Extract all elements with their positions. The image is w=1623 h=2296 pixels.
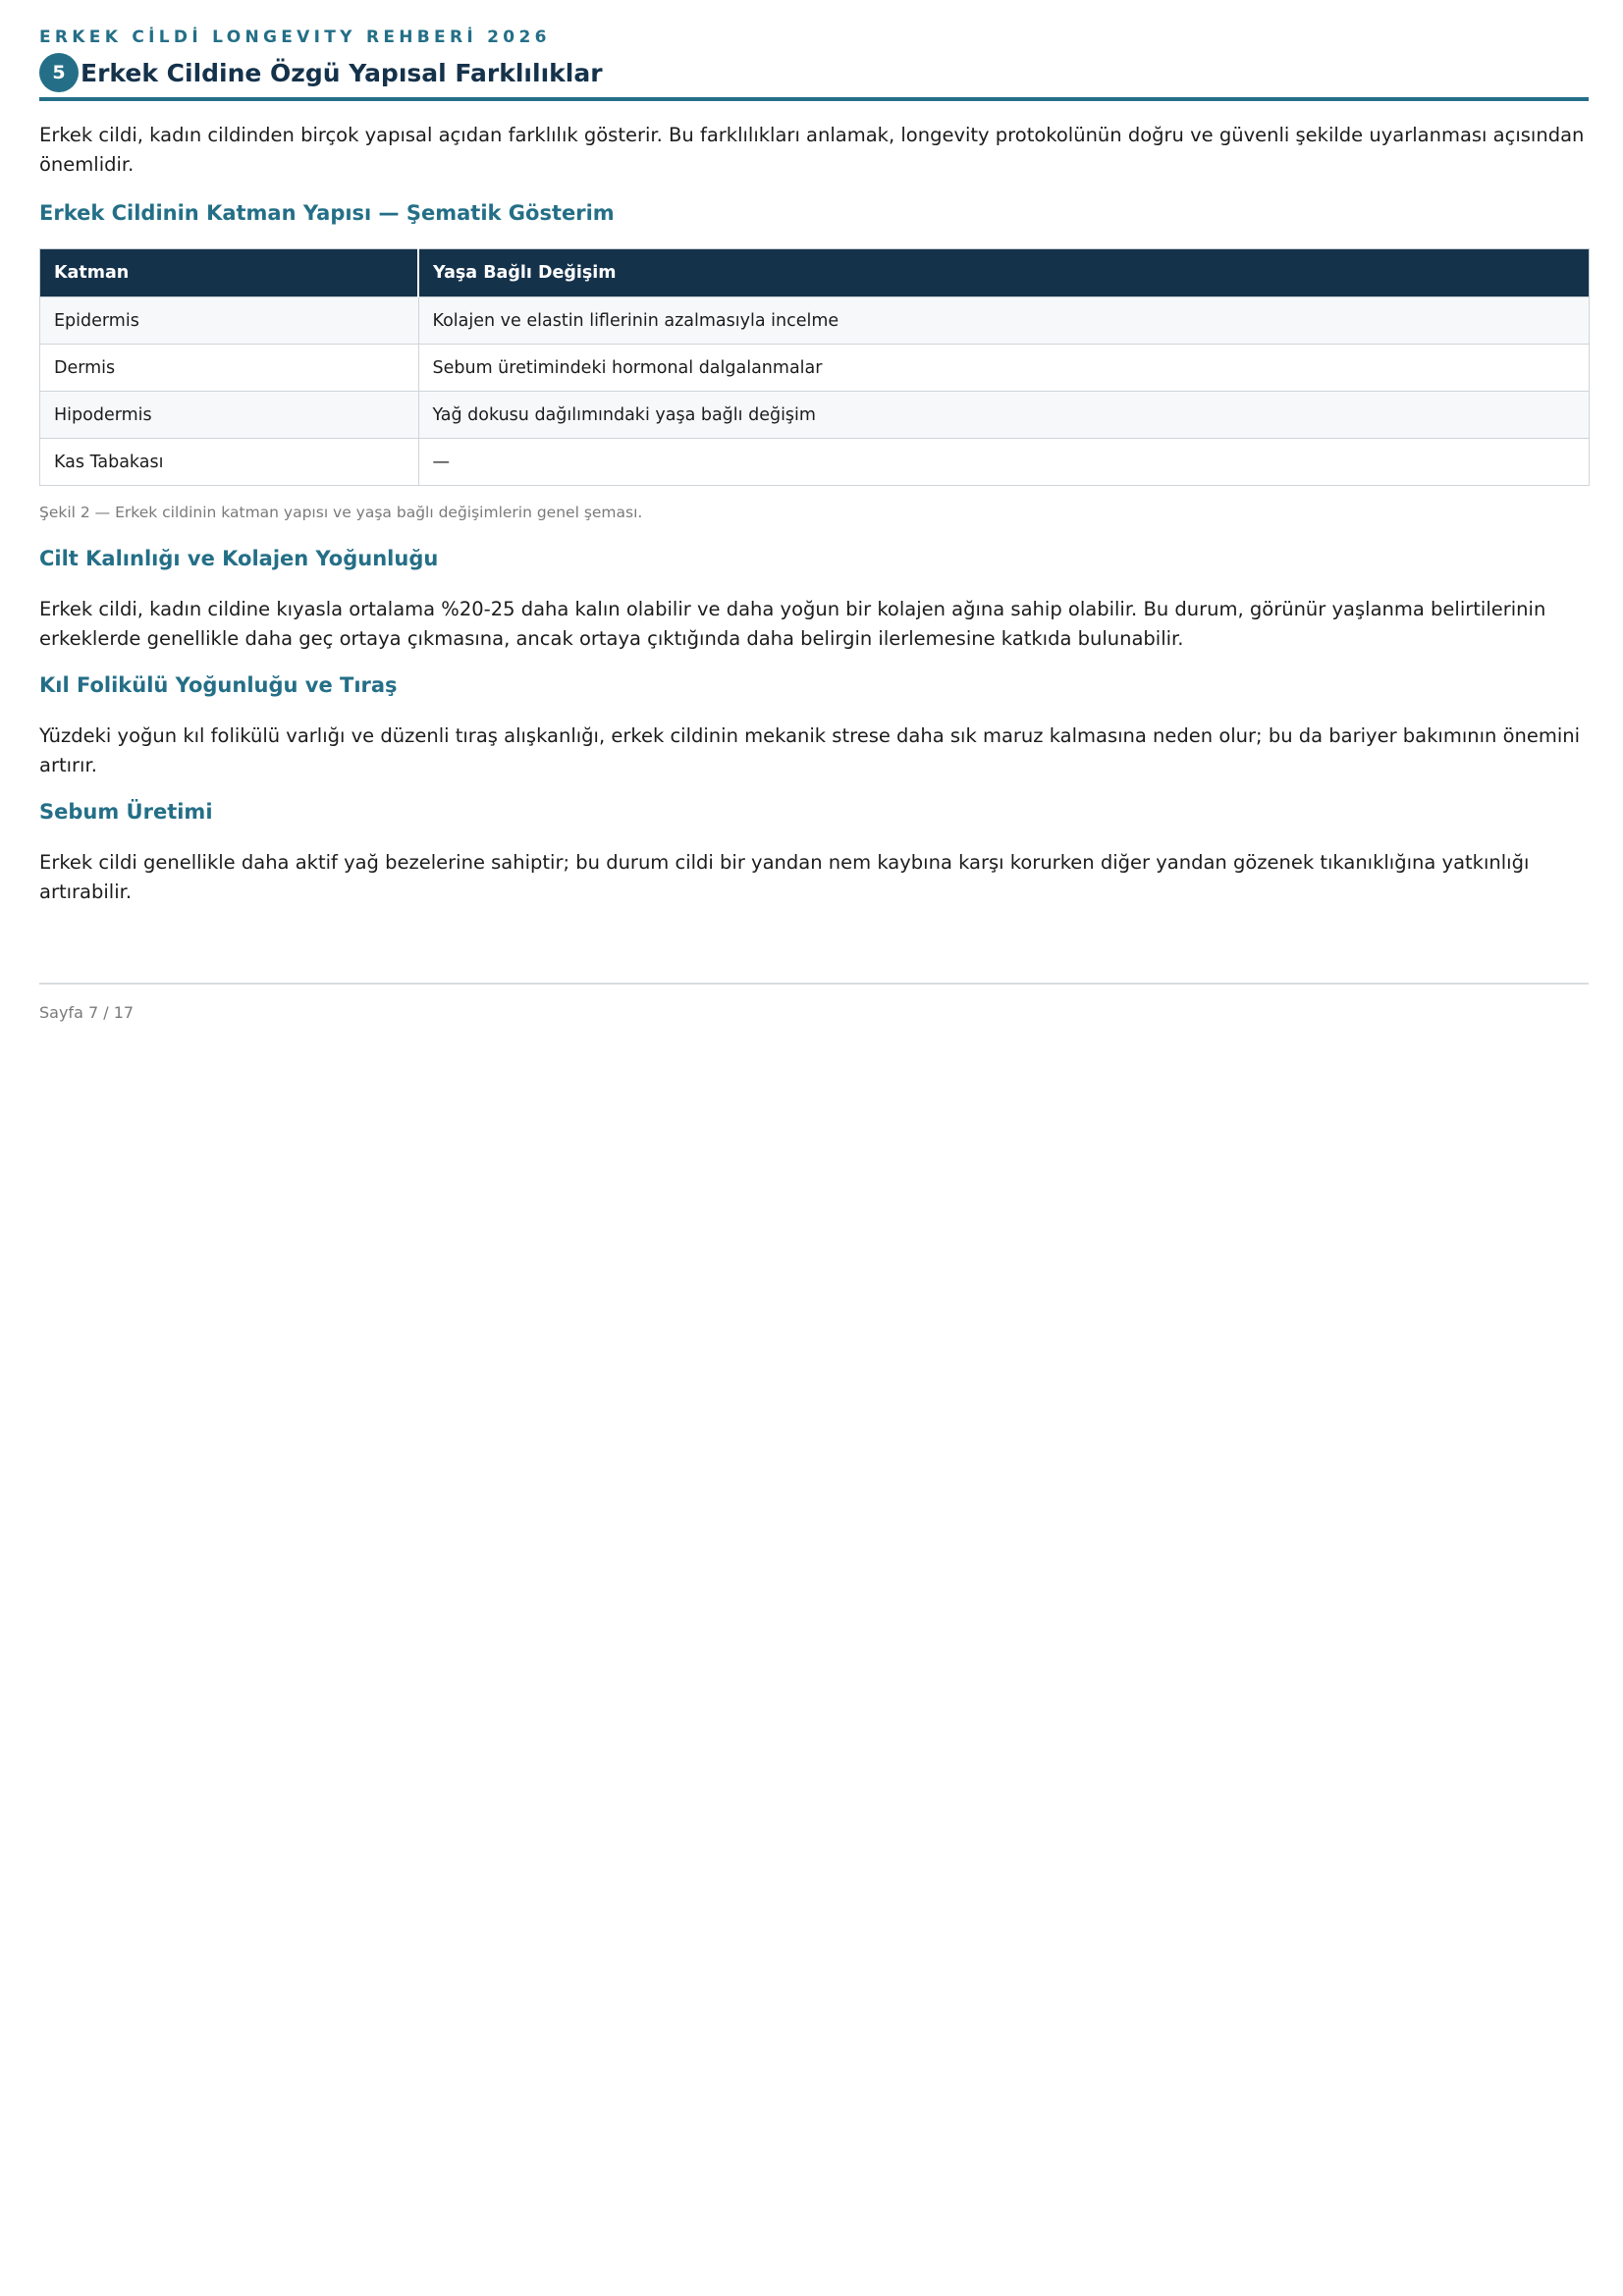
chapter-number-badge: 5 [39, 53, 79, 92]
column-header-change: Yaşa Bağlı Değişim [418, 249, 1590, 297]
layer-section-heading: Erkek Cildinin Katman Yapısı — Şematik Gösterim [39, 201, 615, 225]
table-cell-layer: Kas Tabakası [40, 439, 419, 486]
chapter-heading-inner [39, 53, 603, 92]
table-header-row [40, 249, 1590, 297]
section-heading-skin-thickness: Cilt Kalınlığı ve Kolajen Yoğunluğu [39, 547, 439, 570]
table-row [40, 439, 1590, 486]
footer-divider [39, 983, 1589, 985]
table-row [40, 297, 1590, 345]
table-cell-layer: Epidermis [40, 297, 419, 345]
table-cell-change: Sebum üretimindeki hormonal dalgalanmalar [418, 345, 1590, 392]
column-header-layer: Katman [40, 249, 419, 297]
table-cell-change: — [418, 439, 1590, 486]
chapter-heading [39, 54, 1589, 101]
page-number: Sayfa 7 / 17 [39, 1003, 135, 1022]
table-cell-change: Kolajen ve elastin liflerinin azalmasıyla incelme [418, 297, 1590, 345]
section-body-hair-follicle: Yüzdeki yoğun kıl folikülü varlığı ve düzenli tıraş alışkanlığı, erkek cildinin mekanik strese daha sık maruz kalmasına neden olur; bu da bariyer bakımının önemini artırır. [39, 724, 1581, 776]
table-cell-layer: Dermis [40, 345, 419, 392]
running-header: ERKEK CİLDİ LONGEVITY REHBERİ 2026 [39, 27, 551, 47]
layer-table [39, 248, 1590, 486]
chapter-title: Erkek Cildine Özgü Yapısal Farklılıklar [81, 58, 603, 87]
table-cell-change: Yağ dokusu dağılımındaki yaşa bağlı değişim [418, 392, 1590, 439]
intro-paragraph: Erkek cildi, kadın cildinden birçok yapısal açıdan farklılık gösterir. Bu farklılıkları anlamak, longevity protokolünün doğru ve güvenli şekilde uyarlanması açısından önemlidir. [39, 124, 1585, 176]
section-heading-sebum: Sebum Üretimi [39, 800, 213, 824]
section-heading-hair-follicle: Kıl Folikülü Yoğunluğu ve Tıraş [39, 673, 398, 697]
table-cell-layer: Hipodermis [40, 392, 419, 439]
table-row [40, 345, 1590, 392]
figure-caption: Şekil 2 — Erkek cildinin katman yapısı ve yaşa bağlı değişimlerin genel şeması. [39, 504, 643, 521]
table-row [40, 392, 1590, 439]
section-body-skin-thickness: Erkek cildi, kadın cildine kıyasla ortalama %20-25 daha kalın olabilir ve daha yoğun bir kolajen ağına sahip olabilir. Bu durum, görünür yaşlanma belirtilerinin erkeklerde genellikle daha geç ortaya çıkmasına, ancak ortaya çıktığında daha belirgin ilerlemesine katkıda bulunabilir. [39, 598, 1546, 650]
section-body-sebum: Erkek cildi genellikle daha aktif yağ bezelerine sahiptir; bu durum cildi bir yandan nem kaybına karşı korurken diğer yandan gözenek tıkanıklığına yatkınlığı artırabilir. [39, 851, 1530, 903]
